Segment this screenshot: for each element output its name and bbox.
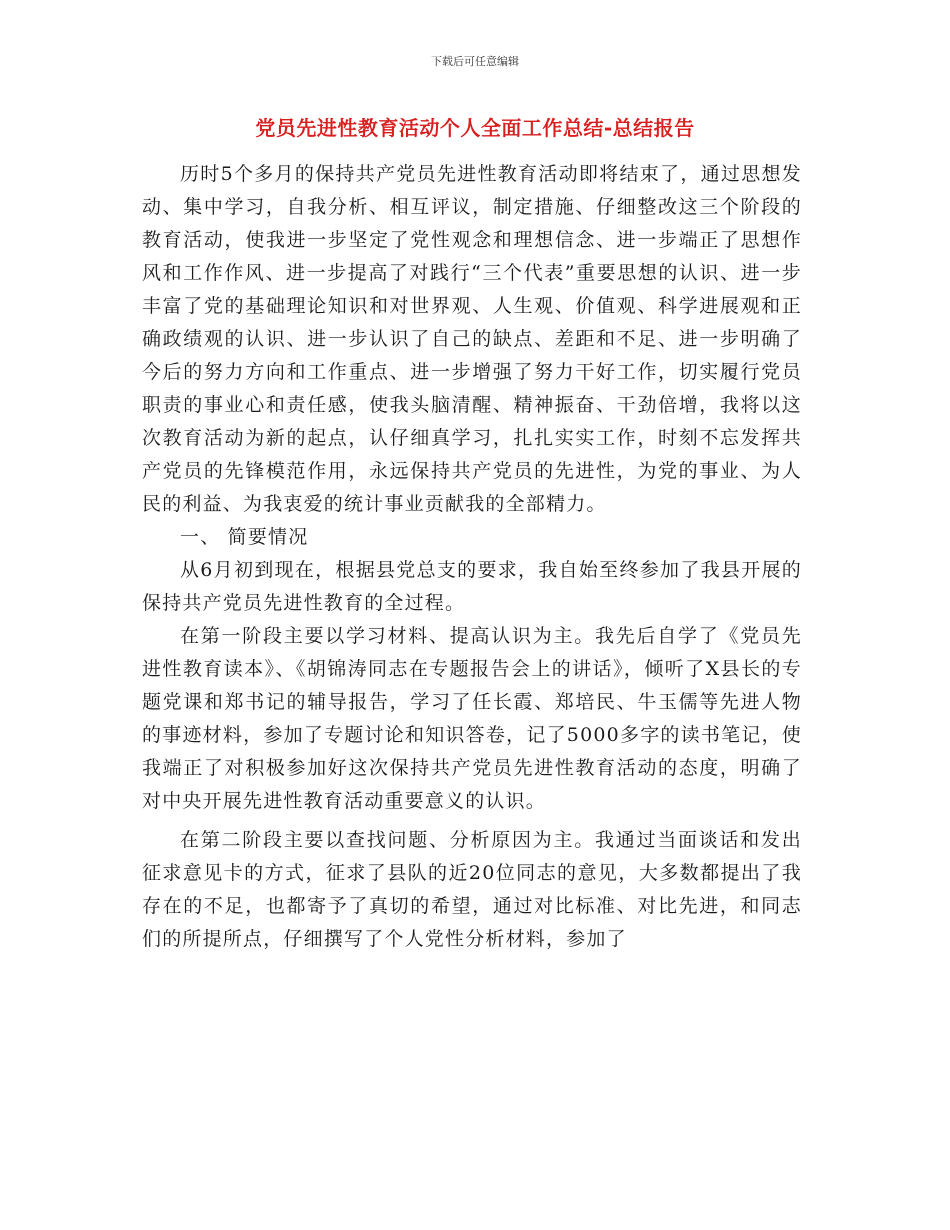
paragraph-overview: 从6月初到现在，根据县党总支的要求，我自始至终参加了我县开展的保持共产党员先进性教育的全过程。 <box>142 559 802 614</box>
paragraph-stage-one: 在第一阶段主要以学习材料、提高认识为主。我先后自学了《党员先进性教育读本》、《胡锦涛同志在专题报告会上的讲话》，倾听了X县长的专题党课和郑书记的辅导报告，学习了任长霞、郑培民、牛玉儒等先进人物的事迹材料，参加了专题讨论和知识答卷，记了5000多字的读书笔记，使我端正了对积极参加好这次保持共产党员先进性教育活动的态度，明确了对中央开展先进性教育活动重要意义的认识。 <box>142 625 802 812</box>
paragraph-stage-two: 在第二阶段主要以查找问题、分析原因为主。我通过当面谈话和发出征求意见卡的方式，征求了县队的近20位同志的意见，大多数都提出了我存在的不足，也都寄予了真切的希望，通过对比标准、对比先进，和同志们的所提所点，仔细撰写了个人党性分析材料，参加了 <box>142 829 802 950</box>
document-body <box>142 158 802 956</box>
document-title: 党员先进性教育活动个人全面工作总结-总结报告 <box>255 116 695 140</box>
section-heading-brief: 一、 简要情况 <box>180 526 309 548</box>
header-note: 下载后可任意编辑 <box>431 55 519 68</box>
paragraph-intro: 历时5个多月的保持共产党员先进性教育活动即将结束了，通过思想发动、集中学习，自我分析、相互评议，制定措施、仔细整改这三个阶段的教育活动，使我进一步坚定了党性观念和理想信念、进一步端正了思想作风和工作作风、进一步提高了对践行“三个代表”重要思想的认识、进一步丰富了党的基础理论知识和对世界观、人生观、价值观、科学进展观和正确政绩观的认识、进一步认识了自己的缺点、差距和不足、进一步明确了今后的努力方向和工作重点、进一步增强了努力干好工作，切实履行党员职责的事业心和责任感，使我头脑清醒、精神振奋、干劲倍增，我将以这次教育活动为新的起点，认仔细真学习，扎扎实实工作，时刻不忘发挥共产党员的先锋模范作用，永远保持共产党员的先进性，为党的事业、为人民的利益、为我衷爱的统计事业贡献我的全部精力。 <box>142 163 802 515</box>
